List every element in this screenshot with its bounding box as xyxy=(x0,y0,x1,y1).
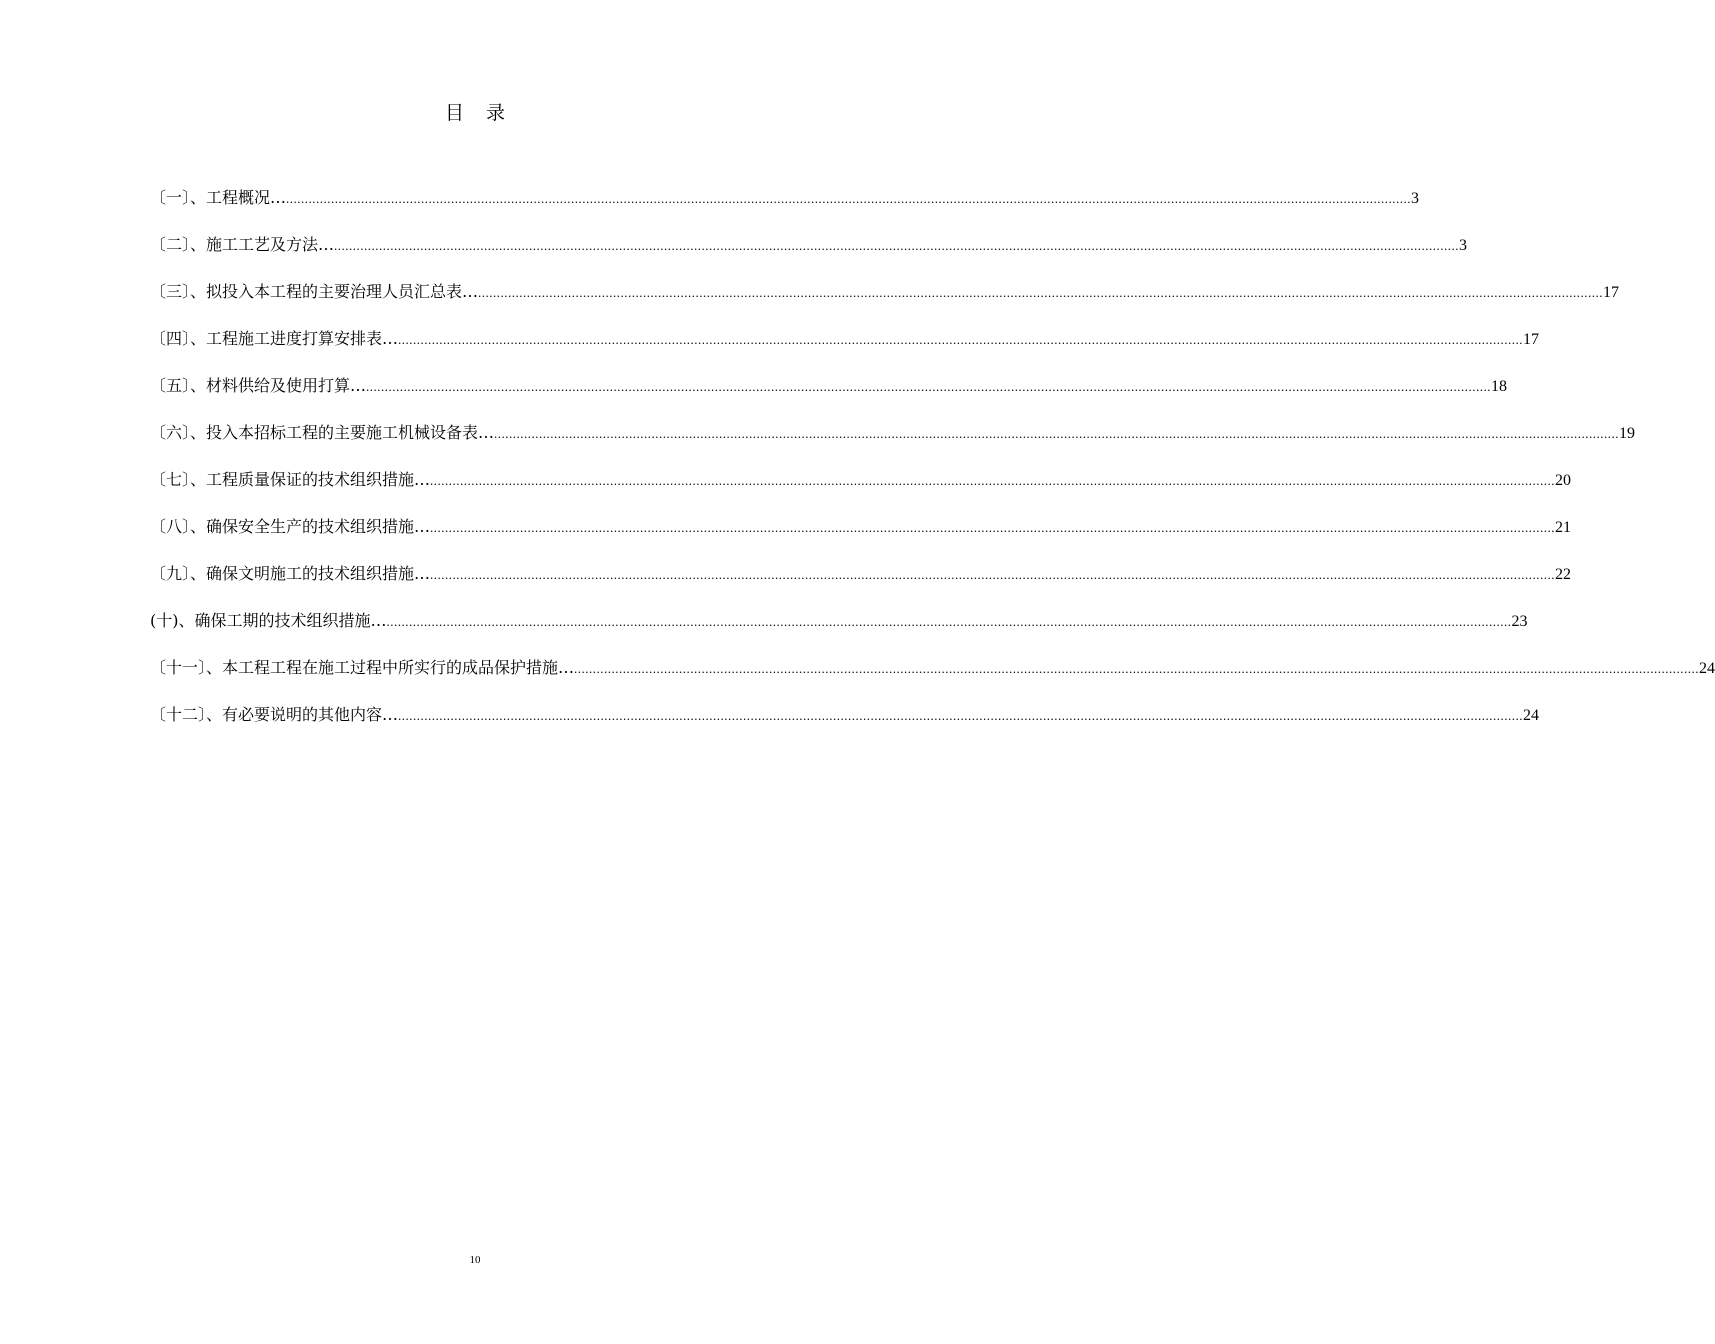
toc-dot-leader: ............................................................................................................................................................................................................................................................................................................ xyxy=(334,238,1460,253)
toc-entry-page: 3 xyxy=(1411,190,1420,207)
toc-entry-page: 19 xyxy=(1619,425,1636,442)
toc-entry[interactable] xyxy=(150,186,1420,233)
toc-entry-label: 〔五〕、材料供给及使用打算… xyxy=(150,376,367,395)
toc-entry-page: 24 xyxy=(1699,660,1715,677)
toc-entry-label: 〔十一〕、本工程工程在施工过程中所实行的成品保护措施… xyxy=(150,658,575,677)
toc-dot-leader: ............................................................................................................................................................................................................................................................................................................ xyxy=(494,426,1620,441)
toc-dot-leader: ............................................................................................................................................................................................................................................................................................................ xyxy=(366,379,1492,394)
toc-dot-leader: ............................................................................................................................................................................................................................................................................................................ xyxy=(478,285,1604,300)
toc-entry-page: 17 xyxy=(1523,331,1540,348)
toc-dot-leader: ............................................................................................................................................................................................................................................................................................................ xyxy=(386,614,1512,629)
toc-entry-label: 〔七〕、工程质量保证的技术组织措施… xyxy=(150,470,431,489)
toc-dot-leader: ............................................................................................................................................................................................................................................................................................................ xyxy=(430,567,1556,582)
toc-entry[interactable] xyxy=(150,327,1540,374)
toc-entry[interactable] xyxy=(150,374,1508,421)
toc-entry-label: 〔一〕、工程概况… xyxy=(150,188,287,207)
toc-dot-leader: ............................................................................................................................................................................................................................................................................................................ xyxy=(398,332,1524,347)
toc-entry-page: 24 xyxy=(1523,707,1540,724)
toc-entry[interactable] xyxy=(150,468,1572,515)
table-of-contents xyxy=(150,186,1715,750)
toc-dot-leader: ............................................................................................................................................................................................................................................................................................................ xyxy=(430,520,1556,535)
toc-entry[interactable] xyxy=(150,562,1572,609)
toc-entry[interactable] xyxy=(150,703,1540,750)
toc-entry[interactable] xyxy=(150,421,1636,468)
toc-entry[interactable] xyxy=(150,656,1715,703)
toc-dot-leader: ............................................................................................................................................................................................................................................................................................................ xyxy=(286,191,1412,206)
toc-entry-label: 〔六〕、投入本招标工程的主要施工机械设备表… xyxy=(150,423,495,442)
toc-entry[interactable] xyxy=(150,515,1572,562)
toc-entry-label: 〔十二〕、有必要说明的其他内容… xyxy=(150,705,399,724)
toc-entry-label: 〔三〕、拟投入本工程的主要治理人员汇总表… xyxy=(150,282,479,301)
toc-entry-label: 〔八〕、确保安全生产的技术组织措施… xyxy=(150,517,431,536)
toc-entry[interactable] xyxy=(150,609,1528,656)
toc-entry-label: 〔四〕、工程施工进度打算安排表… xyxy=(150,329,399,348)
page-title: 目录 xyxy=(444,102,527,124)
toc-entry-label: 〔二〕、施工工艺及方法… xyxy=(150,235,335,254)
toc-entry[interactable] xyxy=(150,233,1468,280)
toc-entry-page: 21 xyxy=(1555,519,1572,536)
toc-dot-leader: ............................................................................................................................................................................................................................................................................................................ xyxy=(430,473,1556,488)
toc-entry-page: 22 xyxy=(1555,566,1572,583)
toc-entry-label: (十)、确保工期的技术组织措施… xyxy=(150,611,387,630)
toc-entry-page: 3 xyxy=(1459,237,1468,254)
toc-entry-page: 23 xyxy=(1511,613,1528,630)
toc-dot-leader: ............................................................................................................................................................................................................................................................................................................ xyxy=(574,661,1700,676)
toc-entry[interactable] xyxy=(150,280,1620,327)
toc-entry-page: 18 xyxy=(1491,378,1508,395)
toc-dot-leader: ............................................................................................................................................................................................................................................................................................................ xyxy=(398,708,1524,723)
toc-entry-page: 17 xyxy=(1603,284,1620,301)
page-number: 10 xyxy=(469,1254,481,1266)
toc-entry-label: 〔九〕、确保文明施工的技术组织措施… xyxy=(150,564,431,583)
toc-entry-page: 20 xyxy=(1555,472,1572,489)
